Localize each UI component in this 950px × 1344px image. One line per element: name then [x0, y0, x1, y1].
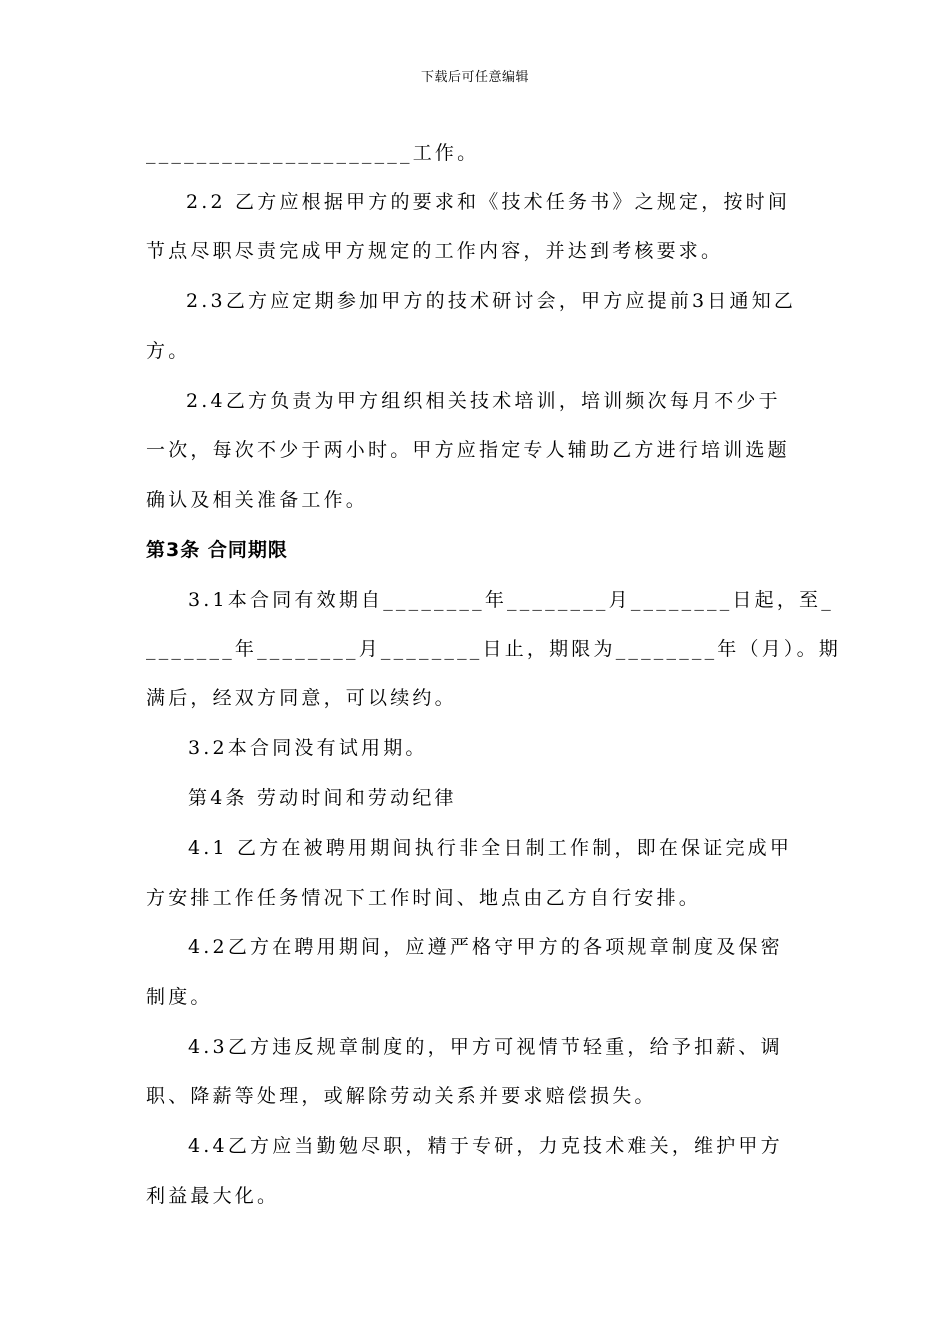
page-header: 下载后可任意编辑 [420, 70, 529, 85]
text-line: 确认及相关准备工作。 [146, 489, 369, 511]
text-line: 职、降薪等处理，或解除劳动关系并要求赔偿损失。 [146, 1085, 657, 1107]
text-line: 一次，每次不少于两小时。甲方应指定专人辅助乙方进行培训选题 [146, 439, 790, 461]
text-line: 方。 [146, 340, 191, 362]
section-heading: 第4条 劳动时间和劳动纪律 [188, 787, 457, 809]
text-line: 2.4乙方负责为甲方组织相关技术培训，培训频次每月不少于 [186, 390, 781, 412]
text-line: 2.2 乙方应根据甲方的要求和《技术任务书》之规定，按时间 [186, 191, 791, 213]
text-line: 4.2乙方在聘用期间，应遵严格守甲方的各项规章制度及保密 [188, 936, 783, 958]
text-line: 3.2本合同没有试用期。 [188, 737, 428, 759]
text-line: 4.4乙方应当勤勉尽职，精于专研，力克技术难关，维护甲方 [188, 1135, 783, 1157]
text-line: 4.1 乙方在被聘用期间执行非全日制工作制，即在保证完成甲 [188, 837, 793, 859]
text-line: 2.3乙方应定期参加甲方的技术研讨会，甲方应提前3日通知乙 [186, 290, 797, 312]
text-line: 3.1本合同有效期自________年________月________日起，至_ [188, 589, 834, 611]
text-line: 制度。 [146, 986, 213, 1008]
text-line: 方安排工作任务情况下工作时间、地点由乙方自行安排。 [146, 887, 702, 909]
text-line: _______年________月________日止，期限为________年（月）。期 [146, 638, 842, 660]
text-line: 利益最大化。 [146, 1185, 280, 1207]
section-heading: 第3条 合同期限 [146, 539, 288, 561]
text-line: 4.3乙方违反规章制度的，甲方可视情节轻重，给予扣薪、调 [188, 1036, 783, 1058]
text-line: 节点尽职尽责完成甲方规定的工作内容，并达到考核要求。 [146, 240, 724, 262]
text-line: 满后，经双方同意，可以续约。 [146, 687, 457, 709]
text-line: _____________________工作。 [146, 142, 480, 164]
